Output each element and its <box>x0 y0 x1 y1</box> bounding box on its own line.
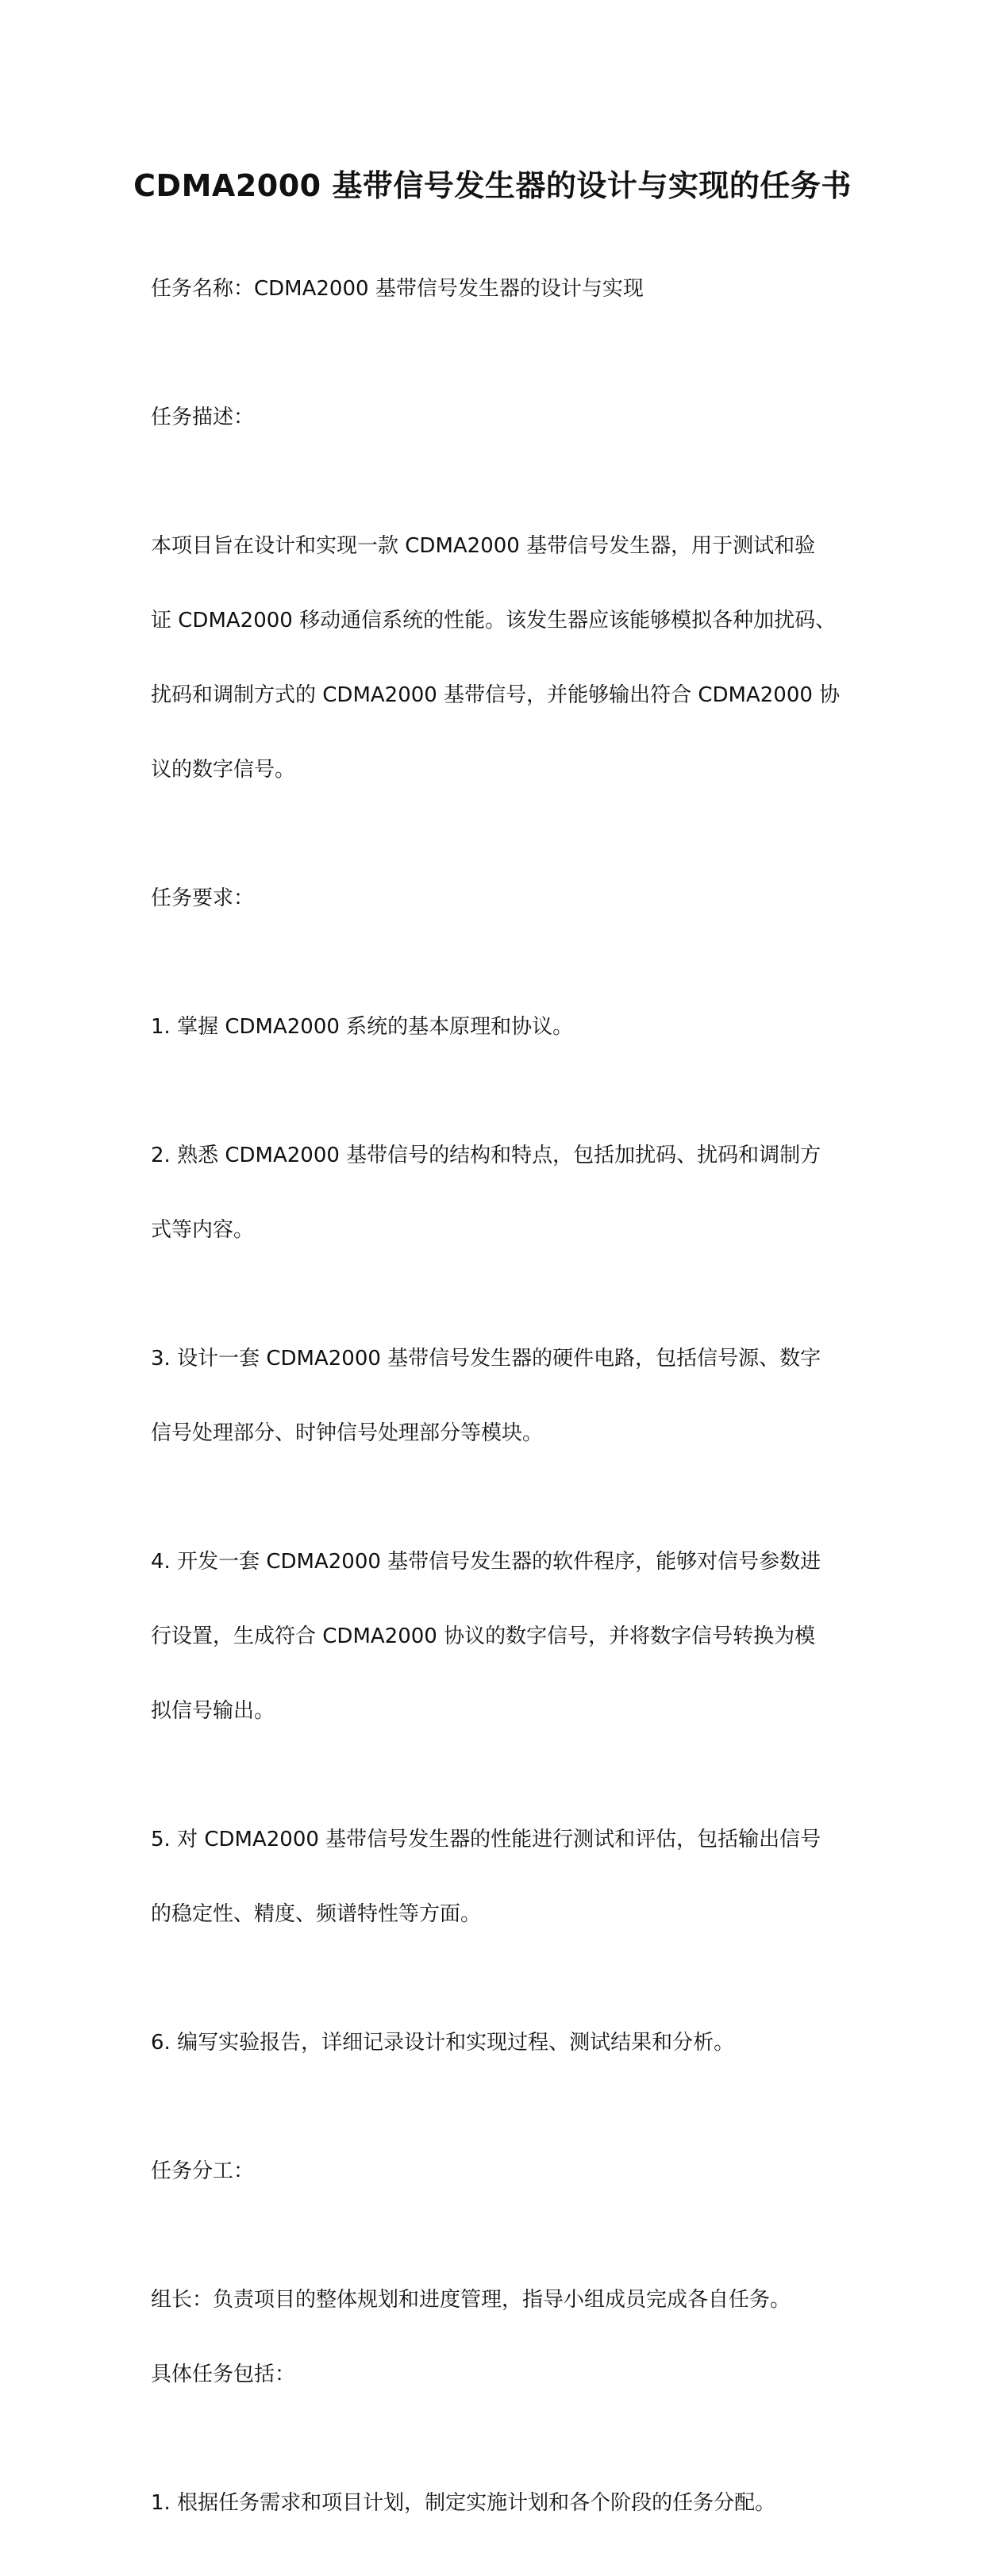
requirement-item-3 <box>151 1303 857 1490</box>
task-description-heading <box>151 362 857 474</box>
text-line: 任务名称：CDMA2000 基带信号发生器的设计与实现 <box>151 277 644 301</box>
task-description-paragraph <box>151 490 857 826</box>
text-line: 6. 编写实验报告，详细记录设计和实现过程、测试结果和分析。 <box>151 2031 735 2055</box>
requirement-item-1 <box>151 971 857 1083</box>
requirement-item-6 <box>151 1987 857 2099</box>
text-line: 行设置，生成符合 CDMA2000 协议的数字信号，并将数字信号转换为模 <box>151 1624 816 1648</box>
text-line: 组长：负责项目的整体规划和进度管理，指导小组成员完成各自任务。 <box>151 2288 791 2312</box>
text-line: 1. 根据任务需求和项目计划，制定实施计划和各个阶段的任务分配。 <box>151 2491 776 2515</box>
text-line: 任务要求： <box>151 886 255 910</box>
requirement-item-5 <box>151 1784 857 1970</box>
text-line: 证 CDMA2000 移动通信系统的性能。该发生器应该能够模拟各种加扰码、 <box>151 609 837 632</box>
text-line: 任务分工： <box>151 2159 255 2183</box>
text-line: 的稳定性、精度、频谱特性等方面。 <box>151 1902 482 1926</box>
requirement-item-4 <box>151 1506 857 1767</box>
text-line: 任务描述： <box>151 406 255 429</box>
text-line: 具体任务包括： <box>151 2363 296 2386</box>
team-leader-paragraph <box>151 2244 857 2431</box>
text-line: 本项目旨在设计和实现一款 CDMA2000 基带信号发生器，用于测试和验 <box>151 534 816 558</box>
text-line: 3. 设计一套 CDMA2000 基带信号发生器的硬件电路，包括信号源、数字 <box>151 1347 821 1371</box>
task-name-paragraph <box>151 233 857 345</box>
text-line: 4. 开发一套 CDMA2000 基带信号发生器的软件程序，能够对信号参数进 <box>151 1550 821 1574</box>
text-line: 2. 熟悉 CDMA2000 基带信号的结构和特点，包括加扰码、扰码和调制方 <box>151 1144 821 1167</box>
leader-task-item-1 <box>151 2447 857 2559</box>
text-line: 拟信号输出。 <box>151 1699 275 1723</box>
document-body <box>151 233 857 2576</box>
text-line: 1. 掌握 CDMA2000 系统的基本原理和协议。 <box>151 1015 574 1039</box>
text-line: 5. 对 CDMA2000 基带信号发生器的性能进行测试和评估，包括输出信号 <box>151 1828 821 1851</box>
task-requirements-heading <box>151 843 857 955</box>
requirement-item-2 <box>151 1100 857 1286</box>
text-line: 扰码和调制方式的 CDMA2000 基带信号，并能够输出符合 CDMA2000 协 <box>151 683 841 707</box>
task-division-heading <box>151 2116 857 2228</box>
document-title: CDMA2000 基带信号发生器的设计与实现的任务书 <box>133 168 852 204</box>
text-line: 信号处理部分、时钟信号处理部分等模块。 <box>151 1421 544 1445</box>
text-line: 式等内容。 <box>151 1218 255 1242</box>
text-line: 议的数字信号。 <box>151 758 296 782</box>
